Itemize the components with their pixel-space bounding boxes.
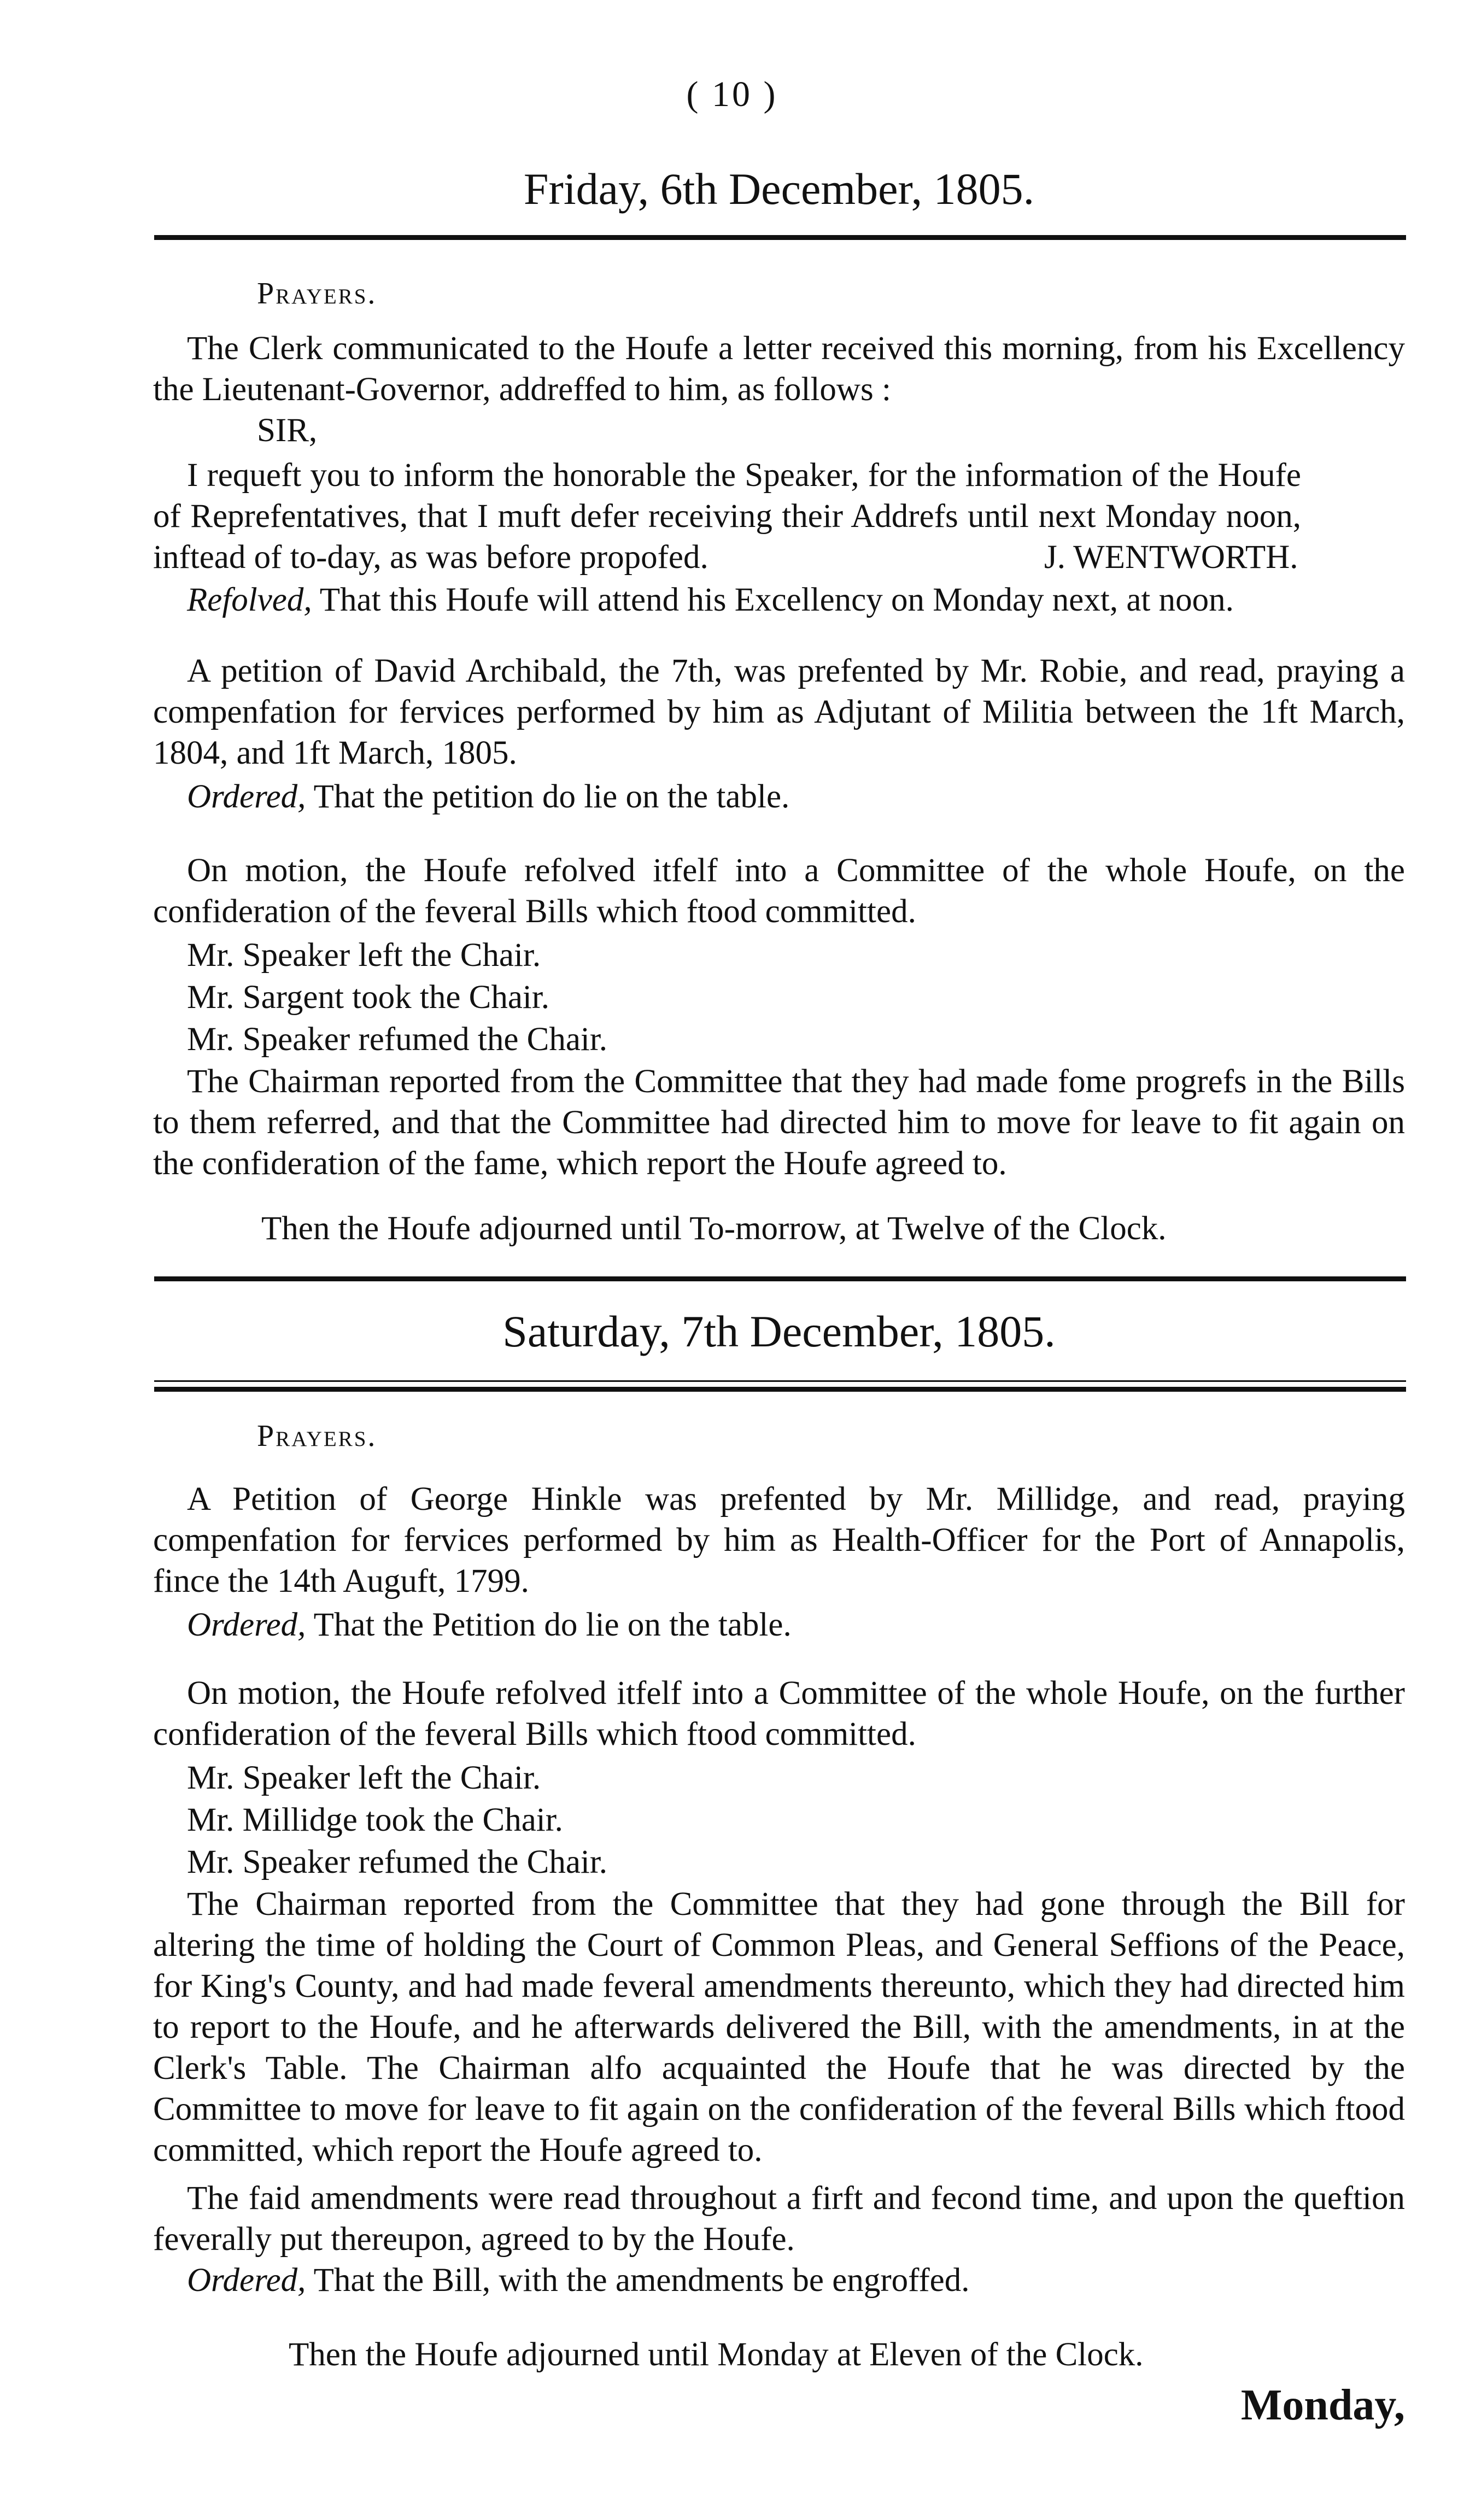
amendments-read: The faid amendments were read throughout a firft and fecond time, and upon the queftion feverally put thereupon, agreed to by the Houfe. — [153, 2180, 1405, 2258]
ordered-entry — [187, 1604, 792, 1645]
section-rule-bottom — [154, 1387, 1406, 1392]
petition-hinkle: A Petition of George Hinkle was prefented by Mr. Millidge, and read, praying compenfation for fervices performed by him as Health-Officer for the Port of Annapolis, fince the 14th Auguft, 1799. — [153, 1481, 1405, 1599]
day-heading-friday: Friday, 6th December, 1805. — [523, 164, 1035, 214]
prayers-label: Prayers. — [257, 277, 377, 310]
resolved-entry — [187, 579, 1234, 620]
letter-body: I requeft you to inform the honorable the Speaker, for the information of the Houfe of Reprefentatives, that I muft defer receiving their Addrefs until next Monday noon, inftead of to-day, as was before propofed. — [153, 457, 1301, 576]
catchword: Monday, — [1240, 2381, 1405, 2429]
ordered-entry — [187, 776, 789, 817]
chair-taken: Mr. Millidge took the Chair. — [187, 1802, 563, 1838]
speaker-left: Mr. Speaker left the Chair. — [187, 937, 541, 974]
heading-rule — [154, 235, 1406, 240]
prayers-label: Prayers. — [257, 1419, 377, 1453]
chairman-report: The Chairman reported from the Committee that they had made fome progrefs in the Bills to them referred, and that the Committee had directed him to move for leave to fit again on the confideration of the fame, which report the Houfe agreed to. — [153, 1063, 1405, 1182]
ordered-label: Ordered, — [187, 778, 306, 815]
ordered-text: That the petition do lie on the table. — [313, 778, 790, 815]
ordered-text: That the Bill, with the amendments be engroffed. — [313, 2262, 970, 2299]
section-rule-top — [154, 1276, 1406, 1281]
section-rule-thin — [154, 1380, 1406, 1382]
adjournment: Then the Houfe adjourned until Monday at Eleven of the Clock. — [289, 2336, 1144, 2373]
ordered-label: Ordered, — [187, 2262, 306, 2299]
motion-committee: On motion, the Houfe refolved itfelf into a Committee of the whole Houfe, on the confideration of the feveral Bills which ftood committed. — [153, 852, 1405, 930]
letter-signature: J. WENTWORTH. — [1044, 539, 1298, 576]
letter-intro: The Clerk communicated to the Houfe a letter received this morning, from his Excellency the Lieutenant-Governor, addreffed to him, as follows : — [153, 330, 1405, 408]
page-number: ( 10 ) — [686, 74, 778, 114]
speaker-left: Mr. Speaker left the Chair. — [187, 1760, 541, 1796]
ordered-label: Ordered, — [187, 1607, 306, 1643]
petition-archibald: A petition of David Archibald, the 7th, was prefented by Mr. Robie, and read, praying a compenfation for fervices performed by him as Adjutant of Militia between the 1ft March, 1804, and 1ft March, 1805. — [153, 653, 1405, 771]
letter-salutation: SIR, — [257, 412, 318, 449]
resolved-text: That this Houfe will attend his Excellency on Monday next, at noon. — [319, 582, 1234, 618]
ordered-text: That the Petition do lie on the table. — [313, 1607, 792, 1643]
resolved-label: Refolved, — [187, 582, 312, 618]
speaker-resumed: Mr. Speaker refumed the Chair. — [187, 1844, 608, 1880]
chairman-report: The Chairman reported from the Committee that they had gone through the Bill for altering the time of holding the Court of Common Pleas, and General Seffions of the Peace, for King's County, and had made feveral amendments thereunto, which they had directed him to report to the Houfe, and he afterwards delivered the Bill, with the amendments, in at the Clerk's Table. The Chairman alfo acquainted the Houfe that he was directed by the Committee to move for leave to fit again on the confideration of the feveral Bills which ftood committed, which report the Houfe agreed to. — [153, 1886, 1405, 2169]
adjournment: Then the Houfe adjourned until To-morrow, at Twelve of the Clock. — [261, 1210, 1167, 1247]
motion-committee: On motion, the Houfe refolved itfelf into a Committee of the whole Houfe, on the further confideration of the feveral Bills which ftood committed. — [153, 1675, 1405, 1753]
chair-taken: Mr. Sargent took the Chair. — [187, 979, 550, 1016]
ordered-engrossed — [187, 2260, 970, 2301]
speaker-resumed: Mr. Speaker refumed the Chair. — [187, 1021, 608, 1058]
day-heading-saturday: Saturday, 7th December, 1805. — [502, 1306, 1056, 1356]
